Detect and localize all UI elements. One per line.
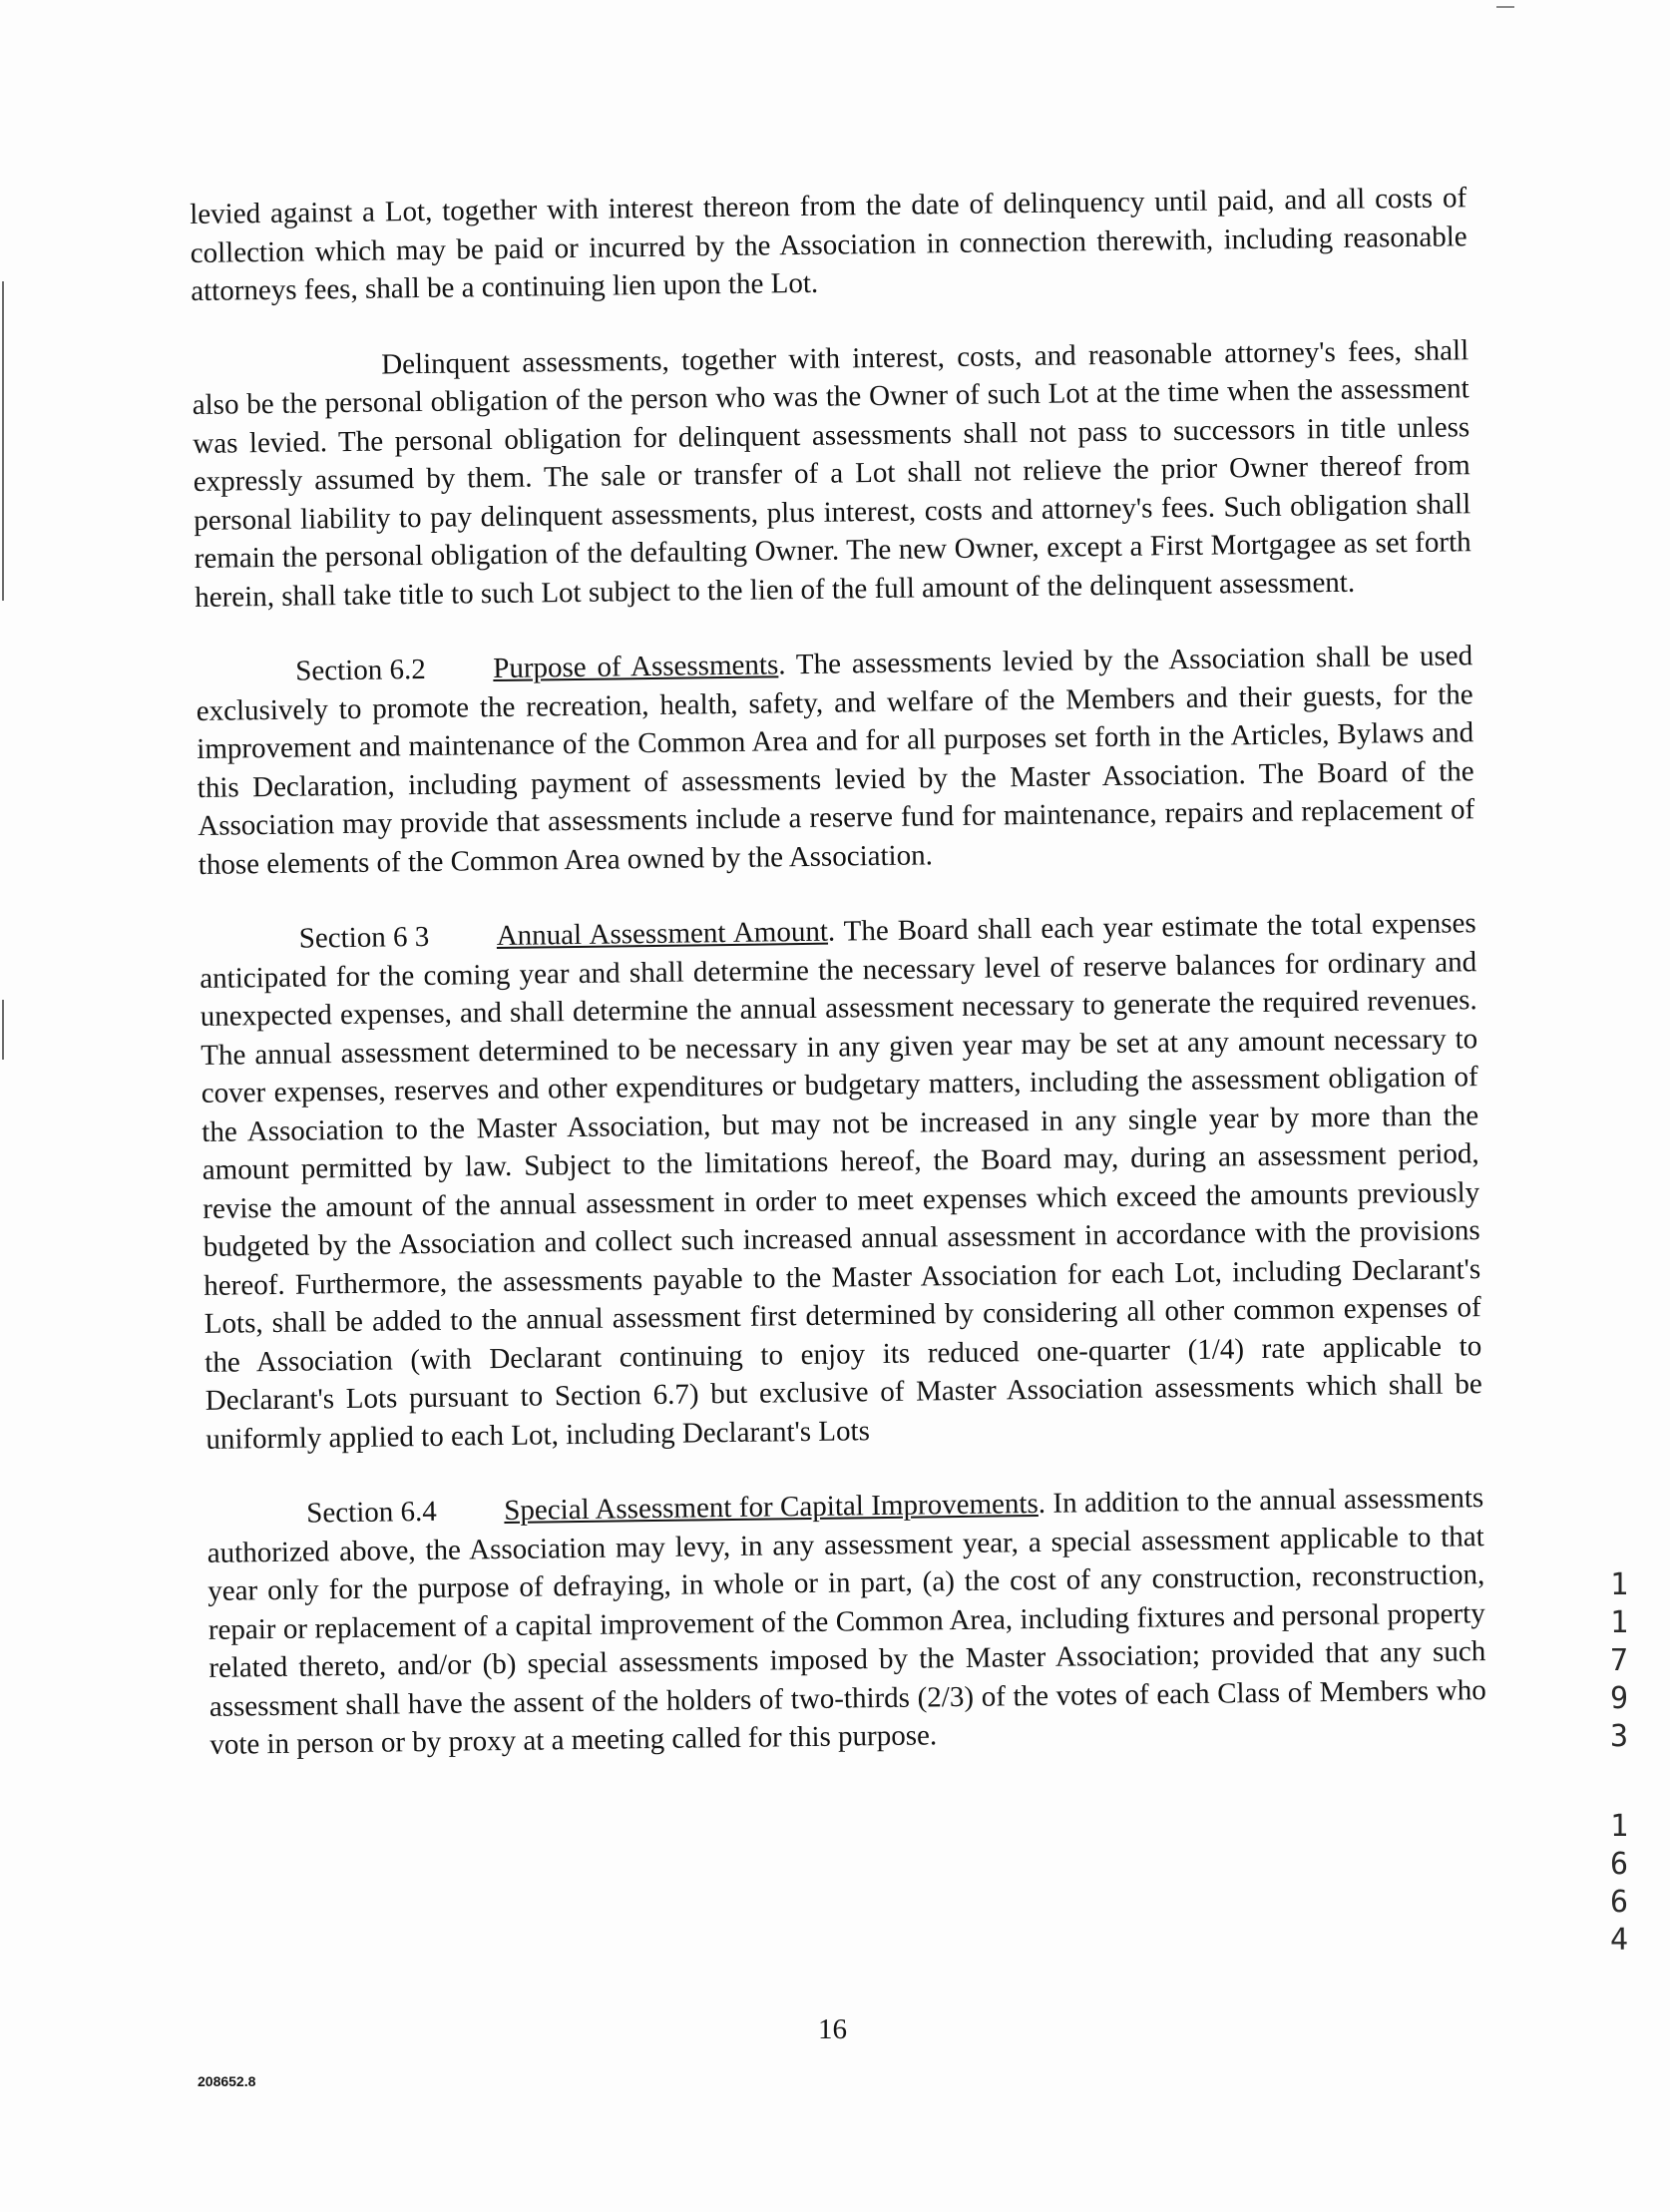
scan-mark (1496, 6, 1514, 8)
stamp-digit: 9 (1609, 1681, 1629, 1716)
section-6-3-paragraph (200, 904, 1483, 1459)
section-number: Section 6 3 (298, 920, 430, 955)
document-body (190, 179, 1487, 1801)
stamp-digit: 1 (1609, 1809, 1629, 1844)
section-number: Section 6.4 (306, 1495, 437, 1530)
stamp-digit: 1 (1609, 1605, 1629, 1640)
section-body: . The Board shall each year estimate the total expenses anticipated for the coming year and shall determine the necessary level of reserve balances for ordinary and unexpected expenses, and shall determine the annual assessment necessary to generate the required revenues. The annual assessment determined to be necessary in any given year may be set at any amount necessary to cover expenses, reserves and other expenditures or budgetary matters, including the assessment obligation of the Association to the Master Association, but may not be increased in any single year by more than the amount permitted by law. Subject to the limitations hereof, the Board may, during an assessment period, revise the amount of the annual assessment in order to meet expenses which exceed the amounts previously budgeted by the Association and collect such increased annual assessment in accordance with the provisions hereof. Furthermore, the assessments payable to the Master Association for each Lot, including Declarant's Lots, shall be added to the annual assessment first determined by considering all other common expenses of the Association (with Declarant continuing to enjoy its reduced one-quarter (1/4) rate applicable to Declarant's Lots pursuant to Section 6.7) but exclusive of Master Association assessments which shall be uniformly applied to each Lot, including Declarant's Lots (200, 907, 1482, 1456)
section-body: . The assessments levied by the Association shall be used exclusively to promote the recreation, health, safety, and welfare of the Members and their guests, for the improvement and maintenance of the Common Area and for all purposes set forth in the Articles, Bylaws and this Declaration, including payment of assessments levied by the Master Association. The Board of the Association may provide that assessments include a reserve fund for maintenance, repairs and replacement of those elements of the Common Area owned by the Association. (196, 640, 1475, 881)
section-number: Section 6.2 (295, 653, 426, 687)
section-body: . In addition to the annual assessments authorized above, the Association may levy, in any assessment year, a special assessment applicable to that year only for the purpose of defraying, in whole or in part, (a) the cost of any construction, reconstruction, repair or replacement of a capital improvement of the Common Area, including fixtures and personal property related thereto, and/or (b) special assessments imposed by the Master Association; provided that any such assessment shall have the assent of the holders of two-thirds (2/3) of the votes of each Class of Members who vote in person or by proxy at a meeting called for this purpose. (207, 1482, 1486, 1761)
section-title: Annual Assessment Amount (496, 915, 829, 953)
stamp-digit: 6 (1609, 1885, 1629, 1920)
section-title: Purpose of Assessments (493, 649, 779, 685)
page-number: 16 (818, 2013, 847, 2045)
recording-stamp (1604, 1566, 1634, 1960)
section-title: Special Assessment for Capital Improvements (504, 1487, 1039, 1527)
paragraph-delinquent-assessments: Delinquent assessments, together with interest, costs, and reasonable attorney's fees, shall also be the personal obligation of the person who was the Owner of such Lot at the time when the assessment was levied. The personal obligation for delinquent assessments shall not pass to successors in title unless expressly assumed by them. The sale or transfer of a Lot shall not relieve the prior Owner thereof from personal liability to pay delinquent assessments, plus interest, costs and attorney's fees. Such obligation shall remain the personal obligation of the defaulting Owner. The new Owner, except a First Mortgagee as set forth herein, shall take title to such Lot subject to the lien of the full amount of the delinquent assessment. (192, 333, 1471, 614)
section-6-2-paragraph (196, 637, 1475, 884)
stamp-digit: 7 (1609, 1643, 1629, 1678)
stamp-digit: 1 (1609, 1567, 1629, 1602)
stamp-digit: 4 (1609, 1923, 1629, 1958)
stamp-digit: 3 (1609, 1719, 1629, 1754)
scan-edge-line (2, 281, 4, 601)
document-id: 208652.8 (198, 2073, 256, 2089)
stamp-gap (1604, 1756, 1634, 1808)
scan-edge-line (2, 1000, 4, 1060)
stamp-digit: 6 (1609, 1847, 1629, 1882)
section-6-4-paragraph (207, 1479, 1486, 1764)
paragraph-continuation: levied against a Lot, together with interest thereon from the date of delinquency until paid, and all costs of collection which may be paid or incurred by the Association in connection therewith, including reasonable attorneys fees, shall be a continuing lien upon the Lot. (190, 182, 1467, 307)
